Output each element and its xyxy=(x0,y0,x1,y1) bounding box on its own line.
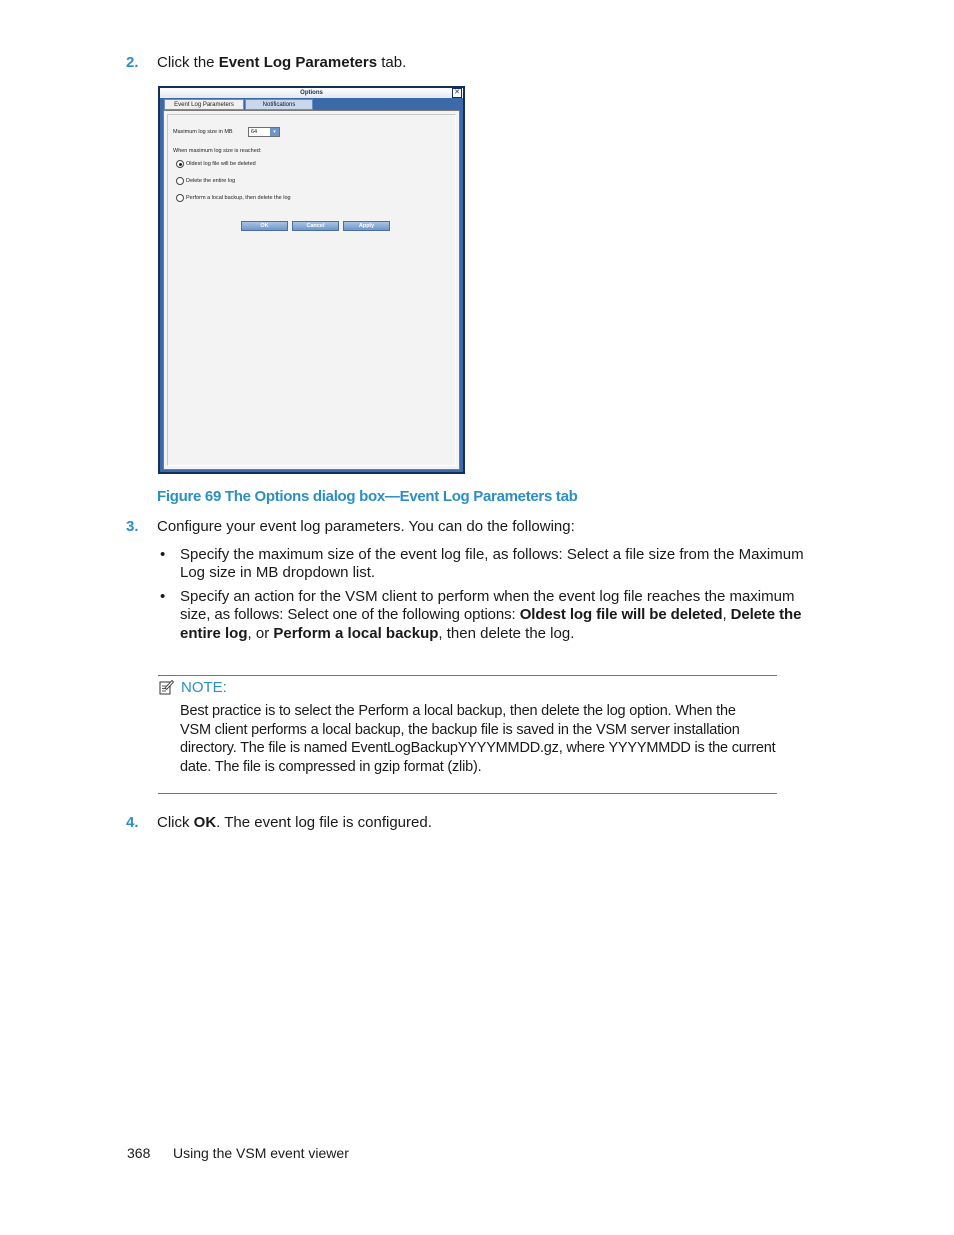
bullet-icon: • xyxy=(160,546,166,563)
when-reached-label: When maximum log size is reached: xyxy=(173,148,262,154)
radio-local-backup[interactable] xyxy=(176,194,184,202)
step-2 xyxy=(126,54,139,71)
max-size-label: Maximum log size in MB xyxy=(173,129,233,135)
bullet-1-line-2: Log size in MB dropdown list. xyxy=(180,564,376,581)
step-number: 4. xyxy=(126,814,139,831)
footer-section-title: Using the VSM event viewer xyxy=(173,1145,349,1161)
note-icon xyxy=(159,679,174,695)
option-local-backup-label: Perform a local backup, then delete the log xyxy=(186,195,291,201)
bullet-2-line-1: Specify an action for the VSM client to perform when the event log file reaches the maximum xyxy=(180,588,795,605)
step-3-number-wrap xyxy=(126,518,139,535)
step-4-text: Click OK. The event log file is configured. xyxy=(157,814,432,831)
option-oldest-deleted-label: Oldest log file will be deleted xyxy=(186,161,256,167)
note-label: NOTE: xyxy=(181,679,227,696)
option-delete-entire-log-label: Delete the entire log xyxy=(186,178,236,184)
max-size-dropdown[interactable] xyxy=(248,127,280,137)
ok-button[interactable]: OK xyxy=(241,221,288,231)
dialog-panel xyxy=(163,110,460,470)
step-number: 2. xyxy=(126,54,139,71)
note-top-rule xyxy=(158,675,777,676)
note-line-4: date. The file is compressed in gzip format (zlib). xyxy=(180,759,482,775)
bullet-2-line-3: entire log, or Perform a local backup, then delete the log. xyxy=(180,625,575,642)
radio-oldest-deleted[interactable] xyxy=(176,160,184,168)
step-4-number-wrap xyxy=(126,814,139,831)
tab-event-log-parameters[interactable]: Event Log Parameters xyxy=(164,99,244,110)
dialog-title: Options xyxy=(160,88,463,98)
note-line-1: Best practice is to select the Perform a local backup, then delete the log option. When the xyxy=(180,703,736,719)
bullet-icon: • xyxy=(160,588,166,605)
dialog-inner-panel xyxy=(167,114,456,466)
chevron-down-icon[interactable]: ▾ xyxy=(270,128,279,136)
radio-delete-entire-log[interactable] xyxy=(176,177,184,185)
note-line-3: directory. The file is named EventLogBackupYYYYMMDD.gz, where YYYYMMDD is the current xyxy=(180,740,776,756)
step-2-text: Click the Event Log Parameters tab. xyxy=(157,54,407,71)
figure-caption: Figure 69 The Options dialog box—Event Log Parameters tab xyxy=(157,488,578,505)
options-dialog xyxy=(158,86,465,474)
max-size-value: 64 xyxy=(251,129,258,135)
bullet-1-line-1: Specify the maximum size of the event log file, as follows: Select a file size from the Maximum xyxy=(180,546,804,563)
close-icon[interactable]: ✕ xyxy=(452,88,462,98)
apply-button[interactable]: Apply xyxy=(343,221,390,231)
cancel-button[interactable]: Cancel xyxy=(292,221,339,231)
step-number: 3. xyxy=(126,518,139,535)
tab-notifications[interactable]: Notifications xyxy=(245,99,313,110)
step-3-text: Configure your event log parameters. You can do the following: xyxy=(157,518,575,535)
bullet-2-line-2: size, as follows: Select one of the following options: Oldest log file will be deleted, Delete the xyxy=(180,606,802,623)
page-number: 368 xyxy=(127,1145,151,1161)
note-bottom-rule xyxy=(158,793,777,794)
note-line-2: VSM client performs a local backup, the backup file is saved in the VSM server installation xyxy=(180,722,740,738)
